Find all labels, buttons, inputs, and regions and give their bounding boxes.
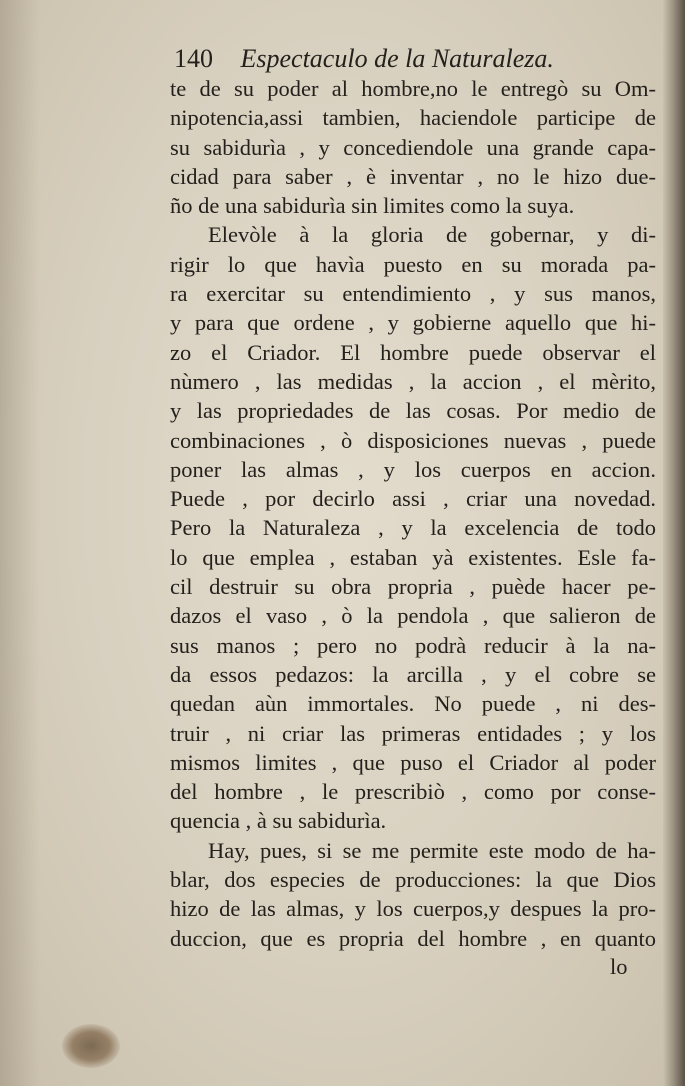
text-line: quedan aùn immortales. No puede , ni des- bbox=[170, 691, 656, 717]
text-line: Elevòle à la gloria de gobernar, y di- bbox=[208, 222, 656, 248]
text-line: y para que ordene , y gobierne aquello que hi- bbox=[170, 310, 656, 336]
text-line: duccion, que es propria del hombre , en quanto bbox=[170, 925, 656, 951]
body-text bbox=[170, 74, 656, 953]
text-line: sus manos ; pero no podrà reducir à la na- bbox=[170, 632, 656, 658]
text-line: rigir lo que havìa puesto en su morada pa- bbox=[170, 251, 656, 277]
text-line: cidad para saber , è inventar , no le hizo due- bbox=[170, 163, 656, 189]
page-header bbox=[174, 42, 614, 76]
text-line: Pero la Naturaleza , y la excelencia de todo bbox=[170, 515, 656, 541]
page-number: 140 bbox=[174, 44, 213, 73]
text-line: zo el Criador. El hombre puede observar el bbox=[170, 339, 656, 365]
page-left-shadow bbox=[0, 0, 40, 1086]
text-line: hizo de las almas, y los cuerpos,y despues la pro- bbox=[170, 896, 656, 922]
text-line: truir , ni criar las primeras entidades ; y los bbox=[170, 720, 656, 746]
text-line: y las propriedades de las cosas. Por medio de bbox=[170, 398, 656, 424]
text-line: del hombre , le prescribiò , como por conse- bbox=[170, 779, 656, 805]
text-line: blar, dos especies de producciones: la que Dios bbox=[170, 867, 656, 893]
text-line: ra exercitar su entendimiento , y sus manos, bbox=[170, 281, 656, 307]
text-line: ño de una sabidurìa sin limites como la suya. bbox=[170, 193, 575, 219]
text-line: poner las almas , y los cuerpos en accion. bbox=[170, 456, 656, 482]
text-line: nipotencia,assi tambien, haciendole participe de bbox=[170, 105, 656, 131]
book-gutter-shadow bbox=[663, 0, 685, 1086]
text-line: lo que emplea , estaban yà existentes. Esle fa- bbox=[170, 544, 656, 570]
text-line: nùmero , las medidas , la accion , el mèrito, bbox=[170, 368, 656, 394]
paper-stain bbox=[62, 1024, 120, 1068]
text-line: Hay, pues, si se me permite este modo de ha- bbox=[208, 837, 656, 863]
text-line: Puede , por decirlo assi , criar una novedad. bbox=[170, 486, 656, 512]
running-title: Espectaculo de la Naturaleza. bbox=[240, 44, 554, 73]
text-line: quencia , à su sabidurìa. bbox=[170, 808, 387, 834]
text-line: te de su poder al hombre,no le entregò su Om- bbox=[170, 76, 656, 101]
text-line: mismos limites , que puso el Criador al poder bbox=[170, 749, 656, 775]
text-line: dazos el vaso , ò la pendola , que salieron de bbox=[170, 603, 656, 629]
text-line: da essos pedazos: la arcilla , y el cobre se bbox=[170, 661, 656, 687]
catchword: lo bbox=[610, 954, 628, 979]
text-line: combinaciones , ò disposiciones nuevas , puede bbox=[170, 427, 656, 453]
text-line: su sabidurìa , y concediendole una grande capa- bbox=[170, 134, 656, 160]
text-line: cil destruir su obra propria , puède hacer pe- bbox=[170, 574, 656, 600]
